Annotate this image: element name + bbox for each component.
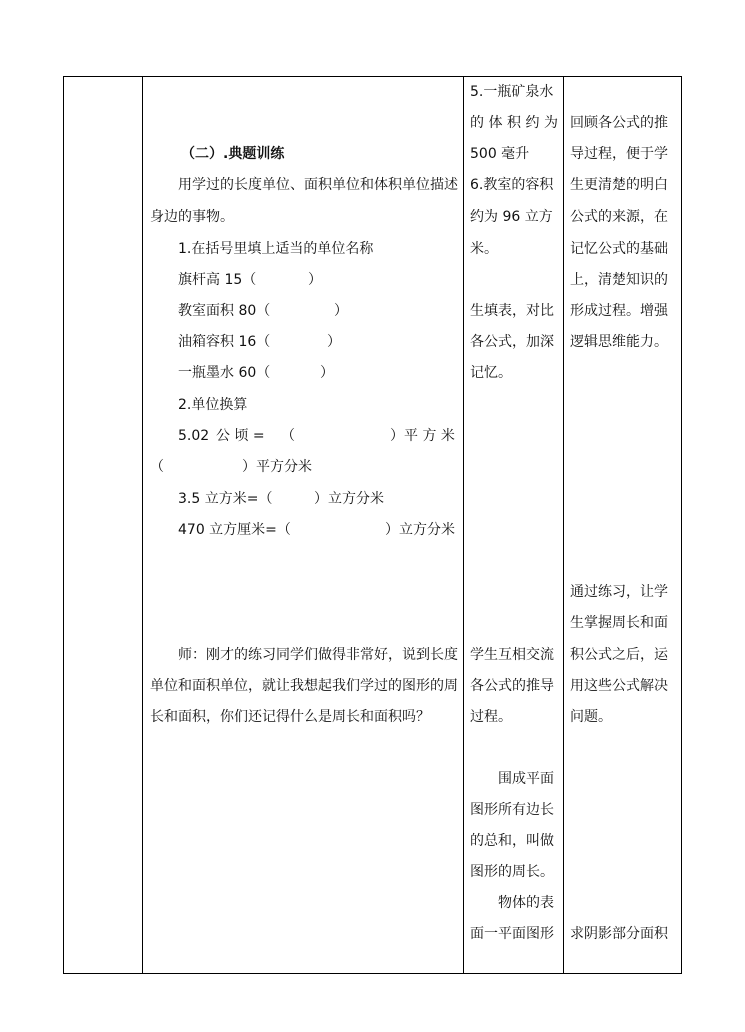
student-text-line: 约为 96 立方 — [470, 209, 553, 225]
student-text-line: 图形的周长。 — [470, 864, 554, 880]
q2-bracket-open: （ — [150, 459, 164, 475]
q1-item-close: ） — [320, 365, 334, 381]
student-text-line: 各公式的推导 — [470, 678, 554, 694]
q2-unit: 公 顷 = — [216, 428, 265, 444]
q2-line — [178, 515, 455, 546]
q2-line — [150, 452, 312, 483]
student-text-line: 物体的表 — [498, 895, 554, 911]
student-text-line: 500 毫升 — [470, 146, 530, 162]
student-text-line: 的总和，叫做 — [470, 833, 554, 849]
intent-text-line: 回顾各公式的推 — [570, 115, 668, 131]
q1-item-text: 一瓶墨水 60（ — [178, 365, 271, 381]
student-text-line: 各公式，加深 — [470, 334, 554, 350]
q1-item — [178, 327, 341, 358]
q2-bracket-close: ）平方分米 — [242, 459, 312, 475]
q1-item-text: 油箱容积 16（ — [178, 334, 271, 350]
table-divider-1 — [142, 76, 143, 974]
teacher-text-line: 单位和面积单位，就让我想起我们学过的图形的周 — [150, 678, 458, 694]
section-heading: （二）.典题训练 — [181, 146, 285, 162]
q2-line — [178, 421, 456, 452]
student-text-line: 米。 — [470, 241, 498, 257]
intent-text-line: 问题。 — [570, 709, 612, 725]
table-border-bottom — [63, 973, 682, 974]
student-text-line: 面一平面图形 — [470, 926, 554, 942]
q2-value: 5.02 — [178, 428, 210, 444]
q2-bracket-close: ）立方分米 — [314, 491, 384, 507]
student-text-line: 的 体 积 约 为 — [470, 115, 558, 131]
student-text-line: 围成平面 — [498, 771, 554, 787]
q1-item-text: 教室面积 80（ — [178, 303, 271, 319]
student-text-line: 记忆。 — [470, 365, 512, 381]
intent-text-line: 形成过程。增强 — [570, 303, 668, 319]
intent-text-line: 导过程，便于学 — [570, 146, 668, 162]
student-text-line: 生填表，对比 — [470, 303, 554, 319]
teacher-text-line: 师：刚才的练习同学们做得非常好，说到长度 — [178, 647, 458, 663]
q2-bracket-open: （ — [281, 428, 295, 444]
student-text-line: 6.教室的容积 — [470, 177, 554, 193]
intent-text-line: 求阴影部分面积 — [570, 926, 668, 942]
q2-line — [178, 484, 384, 515]
q2-bracket-close: ）立方分米 — [385, 522, 455, 538]
table-border-left — [63, 76, 64, 974]
question-2-title: 2.单位换算 — [178, 397, 248, 413]
q1-item-text: 旗杆高 15（ — [178, 272, 257, 288]
q1-item — [178, 265, 322, 296]
intent-text-line: 逻辑思维能力。 — [570, 334, 668, 350]
intent-text-line: 公式的来源，在 — [570, 209, 668, 225]
table-divider-2 — [463, 76, 464, 974]
intro-text-line: 身边的事物。 — [150, 209, 234, 225]
q2-prompt: 470 立方厘米=（ — [178, 522, 291, 538]
intent-text-line: 积公式之后，运 — [570, 647, 668, 663]
q1-item-close: ） — [334, 303, 348, 319]
q2-prompt: 3.5 立方米=（ — [178, 491, 273, 507]
intent-text-line: 用这些公式解决 — [570, 678, 668, 694]
intro-text-line: 用学过的长度单位、面积单位和体积单位描述 — [178, 177, 458, 193]
q1-item-close: ） — [327, 334, 341, 350]
student-text-line: 过程。 — [470, 709, 512, 725]
table-border-right — [681, 76, 682, 974]
q2-bracket-close: ）平 方 米 — [390, 428, 455, 444]
q1-item — [178, 296, 348, 327]
student-text-line: 图形所有边长 — [470, 802, 554, 818]
table-divider-3 — [563, 76, 564, 974]
intent-text-line: 生更清楚的明白 — [570, 177, 668, 193]
q1-item-close: ） — [308, 272, 322, 288]
student-text-line: 5.一瓶矿泉水 — [470, 84, 554, 100]
q1-item — [178, 358, 334, 389]
teacher-text-line: 长和面积，你们还记得什么是周长和面积吗？ — [150, 709, 430, 725]
intent-text-line: 生掌握周长和面 — [570, 615, 668, 631]
intent-text-line: 通过练习，让学 — [570, 584, 668, 600]
student-text-line: 学生互相交流 — [470, 647, 554, 663]
intent-text-line: 上，清楚知识的 — [570, 272, 668, 288]
table-border-top — [63, 76, 682, 77]
intent-text-line: 记忆公式的基础 — [570, 241, 668, 257]
question-1-title: 1.在括号里填上适当的单位名称 — [178, 241, 374, 257]
